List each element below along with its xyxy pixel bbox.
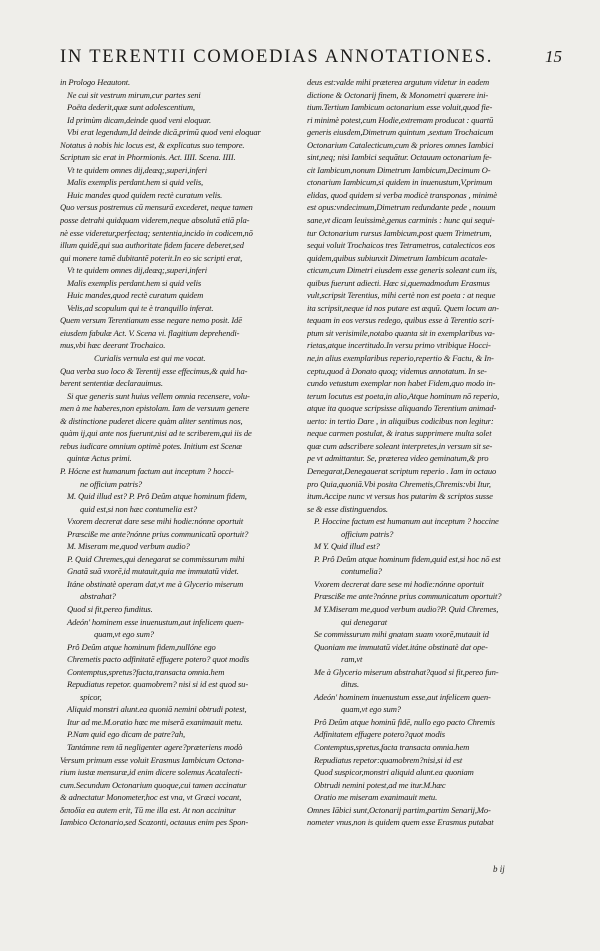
left-column-line: rebus iudicare omnium optimè potes. Initium est Scenæ — [60, 440, 242, 451]
left-column-line: & adnectatur Monometer,hoc est vna, vt Græci vocant, — [60, 792, 242, 803]
left-column-line: ne officium patris? — [80, 478, 143, 489]
right-column-line: tium.Tertium Iambicum octonarium esse voluit,quod fie- — [307, 102, 493, 113]
left-column-line: illum quidē,qui sua authoritate fidem facere deberet,sed — [60, 240, 244, 251]
right-column-line: Oratio me miseram exanimauit metu. — [314, 792, 438, 803]
right-column-line: deus est:valde mihi præterea argutum videtur in eadem — [307, 77, 490, 87]
left-column-line: nè esse videretur,perfectaq; sententia,incido in codicem,nō — [60, 227, 253, 238]
right-column-line: Octonarium Catalecticum,cum & priores omnes Iambici — [307, 139, 494, 150]
right-column-line: Omnes Iābici sunt,Octonarij partim,partim Senarij,Mo- — [307, 804, 491, 815]
right-column-line: pe vt admittantur. Se, præterea video geminatum,& pro — [307, 453, 489, 464]
left-column-line: men à me haberes,non epistolam. Iam de versuum genere — [60, 403, 250, 414]
right-column-line: Prô Deûm atque hominū fidē, nullo ego pacto Chremis — [314, 716, 495, 727]
left-column-line: M. Miseram me,quod verbum audio? — [67, 541, 190, 552]
left-column-line: Scriptum sic erat in Phormionis. Act. IIII. Scena. IIII. — [60, 152, 236, 163]
left-column-line: qui monere tamē dubitantē poterit.In eo sic scripti erat, — [60, 252, 243, 263]
left-column-line: Iambico Octonario,sed Scazonti, octauus enim pes Spon- — [60, 817, 249, 828]
right-column-line: dictione & Octonarij finem, & Monometri quærere ini- — [307, 89, 489, 100]
right-column-line: Contemptus,spretus,facta transacta omnia.hem — [314, 741, 470, 752]
right-column-line: Quod suspicor,monstri aliquid alunt.ea quoniam — [314, 767, 474, 778]
left-column-line: P. Hócne est humanum factum aut inceptum ? hocci- — [60, 465, 234, 476]
left-column-line: abstrahat? — [80, 591, 116, 602]
left-column-line: Huic mandes,quod rectè curatum quidem — [67, 290, 204, 301]
left-column-line: Præsciße me ante?nónne prius communicatū oportuit? — [67, 528, 249, 539]
right-column-line: nometer vnus,non is quidem quem esse Erasmus putabat — [307, 817, 494, 828]
left-column-line: Quem versum Terentianum esse negare nemo posit. Idē — [60, 315, 242, 326]
left-column-line: spicor, — [80, 691, 102, 702]
right-column-line: quam,vt ego sum? — [341, 704, 401, 715]
right-column-line: tequam in eos versus redego, quibus esse à Terentio scri- — [307, 315, 495, 326]
right-column-line: Præsciße me ante?nónne prius communicatum oportuit? — [314, 591, 502, 602]
left-column-line: Quod si fit,pereo funditus. — [67, 603, 153, 614]
right-column-line: Me à Glycerio miserum abstrahat?quod si fit,pereo fun- — [314, 666, 499, 677]
left-column-line: Tantámne rem tā negligenter agere?præteriens modò — [67, 741, 243, 752]
left-column-line: Prô Deûm atque hominum fidem,nullóne ego — [67, 641, 216, 652]
left-column-line: rium iustæ mensuræ,id enim dicere solemus Acatalecti- — [60, 767, 243, 778]
left-column-line: & distinctione puderet dicere quàm aliter sentimus nos, — [60, 415, 243, 426]
left-column-line: Vxorem decrerat dare sese mihi hodie:nónne oportuit — [67, 516, 244, 527]
right-column-line: ne,in alius exemplaribus reperio,repertio & Factu, & In- — [307, 353, 494, 364]
right-column-line: M Y. Quid illud est? — [314, 541, 380, 552]
right-column-line: vult,scripsit Terentius, mihi certè non est poeta : at neque — [307, 290, 496, 301]
left-column-line: Id primùm dicam,deinde quod veni eloquar. — [67, 114, 211, 125]
left-column-line: eiusdem fabulæ Act. V. Scena vi. flagitium deprehendi- — [60, 327, 240, 338]
left-column-line: quid est,si non hæc contumelia est? — [80, 503, 197, 514]
signature-mark: b ij — [493, 864, 505, 874]
left-column-line: Huic mandes quod quidem rectè curatum velis. — [67, 189, 223, 200]
right-column-line: Se commissurum mihi gnatam suam vxorē,mutauit id — [314, 629, 489, 640]
left-column-line: Malis exemplis perdant.hem si quid velis, — [67, 177, 204, 188]
left-column-line: Itáne obstinatè operam dat,vt me à Glycerio miserum — [67, 578, 244, 589]
right-column-line: rietas,atque incertitudo.In versu primo vtribique Hocci- — [307, 340, 491, 351]
right-column-line: neque carmen postulat, & iratus supprimere multa solet — [307, 428, 492, 439]
right-column-line: Repudiatus repetor:quamobrem?nisi,si id est — [314, 754, 463, 765]
right-column-line: cticum,cum Dimetri eiusdem esse generis soleant cum iis, — [307, 265, 497, 276]
right-column-line: Denegarat,Denegauerat scriptum reperio . Iam in octauo — [307, 465, 497, 476]
left-column-line: διποδία ea autem erit, Tū me illa est. At non accinitur — [60, 804, 236, 815]
left-column-line: Gnatā suā vxorē,id mutauit,quia me immutatū videt. — [67, 566, 239, 577]
right-column-line: terum locutus est poeta,in alio,Atque hominum nō reperio, — [307, 390, 500, 401]
right-column-line: Quoniam me immutatū videt.itáne obstinatè dat ope- — [314, 641, 488, 652]
left-column-line: Aliquid monstri alunt.ea quoniā nemini obtrudi potest, — [67, 704, 247, 715]
left-column-line: Vbi erat legendum,Id deinde dicā,primū quod veni eloquar — [67, 127, 261, 138]
left-column-line: berent sententiæ declarauimus. — [60, 378, 163, 389]
right-column-line: quibus fuerunt adiecti. Hæc si,quemadmodum Erasmus — [307, 277, 490, 288]
right-column-line: sequi voluit Trochaicos tres Tetrametros, catalecticos eos — [307, 240, 495, 251]
left-column-line: quintæ Actus primi. — [67, 453, 132, 464]
right-column-line: atque ita quoque scripsisse aliquando Terentium animad- — [307, 403, 497, 414]
right-column-line: M Y.Miseram me,quod verbum audio?P. Quid Chremes, — [314, 603, 499, 614]
right-column-line: uerto: in tertio Dare , in aliquibus codicibus non legitur: — [307, 415, 494, 426]
running-head: IN TERENTII COMOEDIAS ANNOTATIONES. — [60, 47, 494, 67]
right-column-line: officium patris? — [341, 528, 394, 539]
left-column-line: quàm ij,qui ante nos fuerunt,nisi ad te scriberem,qui iis de — [60, 428, 252, 439]
right-column-line: cundo vetustum exemplar non habet Fidem,quo modo in- — [307, 378, 496, 389]
right-text-column — [307, 76, 553, 829]
page-number: 15 — [545, 47, 562, 66]
left-column-line: Vt te quidem omnes dij,deæq;,superi,inferi — [67, 265, 208, 276]
right-column-line: quidem,quibus subiunxit Dimetrum Iambicum acatale- — [307, 252, 488, 263]
left-column-line: Poëta dederit,quæ sunt adolescentium, — [67, 102, 195, 113]
left-column-line: Si que generis sunt huius vellem omnia recensere, volu- — [67, 390, 250, 401]
left-column-line: Curialis vernula est qui me vocat. — [94, 353, 206, 364]
left-column-line: mus,vbi hæc deerant Trochaico. — [60, 340, 166, 351]
left-column-line: Qua verba suo loco & Terentij esse effecimus,& quid ha- — [60, 365, 248, 376]
right-column-line: generis eiusdem,Dimetrum quintum ,sextum Trochaicum — [307, 127, 494, 138]
right-column-line: sint,neq; nisi Iambici sequātur. Octauum octonarium fe- — [307, 152, 492, 163]
right-column-line: elidas, quod quidem si verba modicè transponas , minimè — [307, 189, 497, 200]
left-column-line: Malis exemplis perdant.hem si quid velis — [67, 277, 202, 288]
right-column-line: ita scripsit,neque id nos putare est æquū. Quem locum an- — [307, 302, 499, 313]
right-column-line: sane,vt dicam leuissimè,genus carminis : hunc qui sequi- — [307, 215, 495, 226]
right-column-line: ri minimè potest,cum Hodie,extremam producat : quartū — [307, 114, 494, 125]
left-column-line: quam,vt ego sum? — [94, 629, 154, 640]
left-column-line: in Prologo Heautont. — [60, 77, 130, 87]
left-column-line: posse detrahi quidquam viderem,neque absolutā etiā pla- — [60, 215, 250, 226]
right-column-line: Obtrudi nemini potest,ad me itur.M.hæc — [314, 779, 446, 790]
right-column-line: ptum sit verisimile,notabo quanta sit in exemplaribus va- — [307, 327, 495, 338]
left-column-line: Chremetis pacto adfinitatē effugere potero? quot modis — [67, 654, 249, 665]
left-column-line: P. Quid Chremes,qui denegarat se commissurum mihi — [67, 553, 245, 564]
page-header — [60, 47, 562, 73]
right-column-line: quæ cum adscribere soleant interpretes,in versum sit se- — [307, 440, 493, 451]
left-column-line: P.Nam quid ego dicam de patre?ah, — [67, 729, 185, 740]
right-column-line: est opus:vndecimum,Dimetrum redundante pede , nouum — [307, 202, 496, 213]
right-column-line: ditus. — [341, 679, 359, 690]
right-column-line: se & esse distinguendos. — [307, 503, 388, 514]
left-column-line: Velis,ad scopulum qui te è tranquillo inferat. — [67, 302, 214, 313]
left-column-line: Versum primum esse voluit Erasmus Iambicum Octona- — [60, 754, 244, 765]
left-column-line: Repudiatus repetor. quamobrem? nisi si id est quod su- — [67, 679, 249, 690]
left-column-line: cum.Secundum Octonarium quoque,cui tamen accinatur — [60, 779, 247, 790]
right-column-line: qui denegarat — [341, 616, 388, 627]
right-column-line: Vxorem decrerat dare sese mi hodie:nónne oportuit — [314, 578, 484, 589]
right-column-line: Adfinitatem effugere potero?quot modis — [314, 729, 445, 740]
right-column-line: itum.Accipe nunc vt versus hos putarim & scriptos susse — [307, 491, 493, 502]
left-column-line: Itur ad me.M.oratio hæc me miserā exanimauit metu. — [67, 716, 243, 727]
right-column-line: contumelia? — [341, 566, 382, 577]
left-column-line: M. Quid illud est? P. Prô Deûm atque hominum fidem, — [67, 491, 247, 502]
left-column-line: Adeón' hominem esse inuenustum,aut infelicem quen- — [67, 616, 244, 627]
left-column-line: Ne cui sit vestrum mirum,cur partes seni — [67, 89, 201, 100]
right-column-line: tur Octonarium rursus Iambicum,post quem Trimetrum, — [307, 227, 492, 238]
right-column-line: P. Prô Deûm atque hominum fidem,quid est,si hoc nō est — [314, 553, 501, 564]
right-column-line: cit Iambicum,nonum Dimetrum Iambicum,Decimum O- — [307, 164, 491, 175]
right-column-line: pro Quia,quoniā.Vbi posita Chremetis,Chremis:vbi Itur, — [307, 478, 491, 489]
right-column-line: ceptu,quod à Donato quoq; videmus annotatum. In se- — [307, 365, 487, 376]
left-column-line: Contemptus,spretus?facta,transacta omnia.hem — [67, 666, 225, 677]
right-column-line: ctonarium Iambicum,si quidem in inuenustum,V,primum — [307, 177, 493, 188]
right-column-line: P. Hoccine factum est humanum aut inceptum ? hoccine — [314, 516, 499, 527]
right-column-line: ram,vt — [341, 654, 363, 665]
left-column-line: Quo versus postremus cū mensurā excederet, neque tamen — [60, 202, 253, 213]
left-column-line: Vt te quidem omnes dij,deæq;,superi,inferi — [67, 164, 208, 175]
left-text-column — [60, 76, 306, 829]
right-column-line: Adeón' hominem inuenustum esse,aut infelicem quen- — [314, 691, 491, 702]
left-column-line: Notatus à nobis hic locus est, & explicatus suo tempore. — [60, 139, 245, 150]
